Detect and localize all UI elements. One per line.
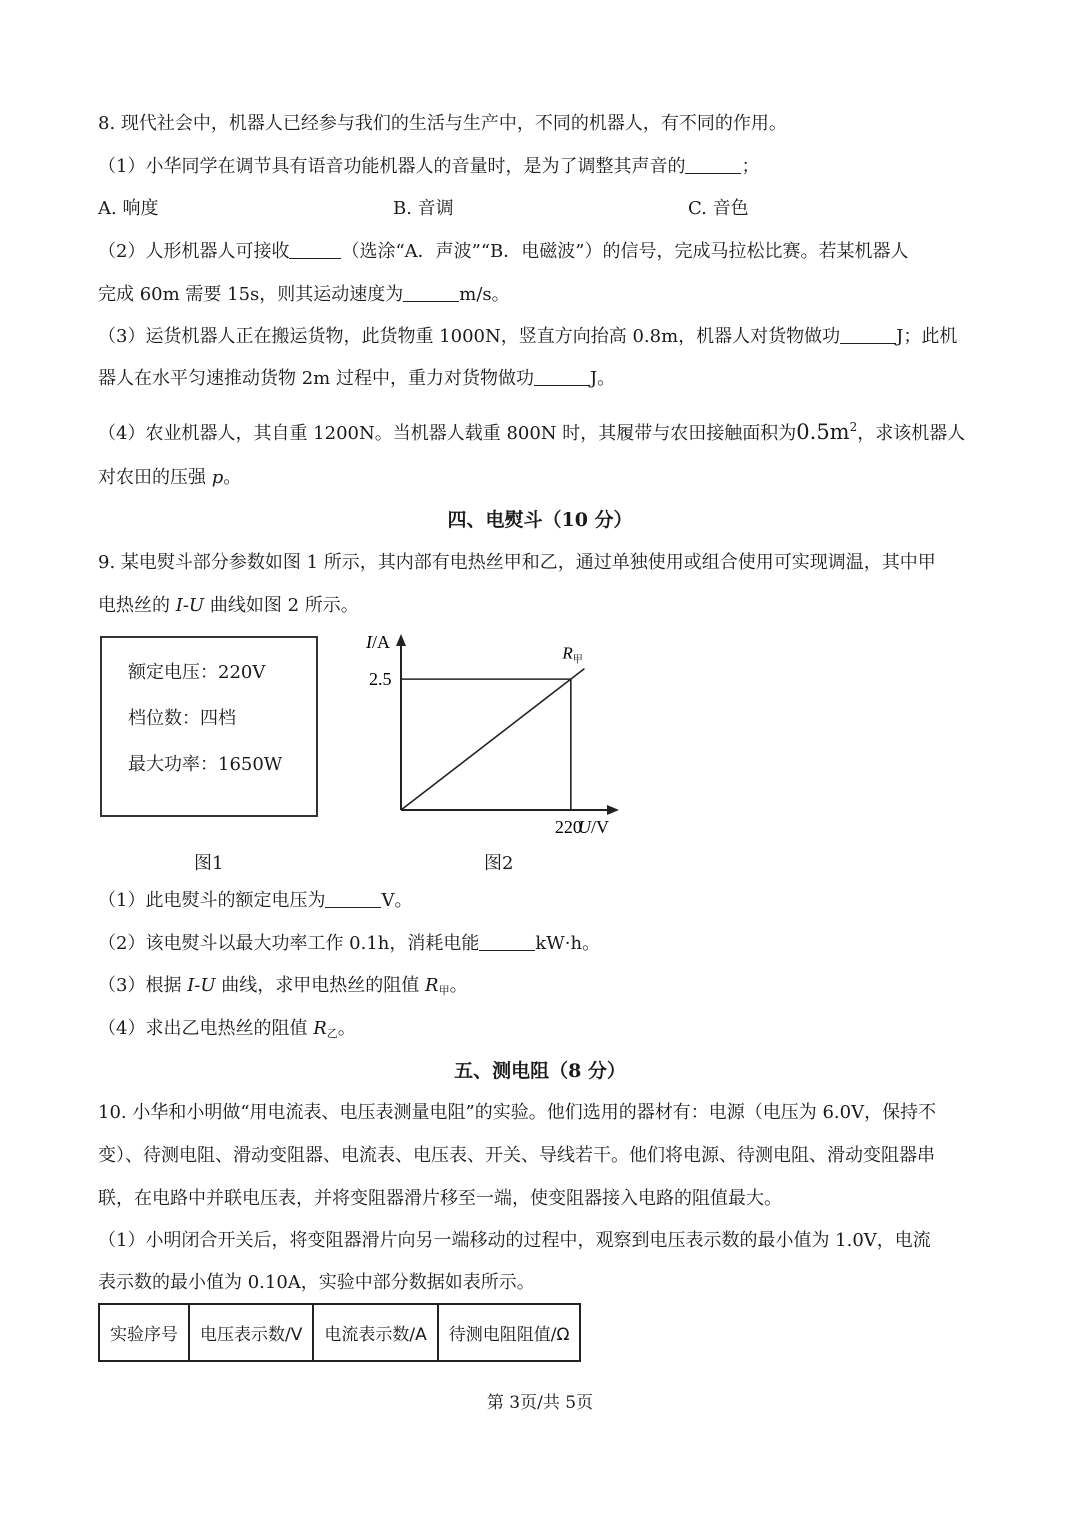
x-axis-label: U/V [578, 817, 609, 837]
x-tick-label: 220 [554, 817, 582, 837]
area-value-main: 0.5m [796, 420, 850, 444]
answer-blank[interactable] [479, 932, 535, 951]
answer-blank[interactable] [534, 367, 590, 386]
q9-intro-line1: 9. 某电熨斗部分参数如图 1 所示，其内部有电热丝甲和乙，通过单独使用或组合使用可实现调温，其中甲 [98, 552, 936, 573]
q9-part1 [98, 889, 412, 913]
q8-part2-b: （选涂“A．声波”“B．电磁波”）的信号，完成马拉松比赛。若某机器人 [341, 241, 909, 262]
answer-blank[interactable] [840, 325, 896, 344]
q9-part2-b: kW·h。 [535, 933, 601, 954]
table-header-row [99, 1304, 580, 1361]
table-header-cell: 电流表示数/A [313, 1304, 437, 1361]
q10-part1-line1: （1）小明闭合开关后，将变阻器滑片向另一端移动的过程中，观察到电压表示数的最小值为 1.0V，电流 [98, 1230, 931, 1251]
option-c: C. 音色 [688, 198, 749, 219]
q8-part2-c: 完成 60m 需要 15s，则其运动速度为 [98, 284, 404, 305]
q8-intro: 8. 现代社会中，机器人已经参与我们的生活与生产中，不同的机器人，有不同的作用。 [98, 113, 787, 134]
q9-part1-b: V。 [381, 890, 413, 911]
area-exponent: 2 [849, 420, 858, 434]
q8-part2-line2 [98, 283, 510, 307]
area-value [796, 420, 857, 444]
q8-part4-b: ，求该机器人 [857, 423, 966, 444]
q10-part1-line2: 表示数的最小值为 0.10A，实验中部分数据如表所示。 [98, 1272, 535, 1293]
q8-part3-a: （3）运货机器人正在搬运货物，此货物重 1000N，竖直方向抬高 0.8m，机器人对货物做功 [98, 326, 841, 347]
spec-rated-voltage: 额定电压：220V [128, 662, 266, 683]
answer-blank[interactable] [403, 283, 459, 302]
answer-blank[interactable] [289, 240, 341, 259]
q9-part4-b: 。 [337, 1018, 356, 1039]
q9-part4 [98, 1017, 356, 1046]
r-subscript-yi: 乙 [326, 1027, 338, 1040]
q8-part3-c: 器人在水平匀速推动货物 2m 过程中，重力对货物做功 [98, 368, 534, 389]
spec-max-power: 最大功率：1650W [128, 754, 283, 775]
x-axis-arrow [607, 805, 619, 815]
q8-part4-a: （4）农业机器人，其自重 1200N。当机器人载重 800N 时，其履带与农田接触面积为 [98, 423, 797, 444]
q9-part4-a: （4）求出乙电热丝的阻值 [98, 1018, 308, 1039]
series-label-r-jia: $R_甲$ [562, 643, 583, 666]
q8-part4-c: 对农田的压强 [98, 467, 206, 488]
q9-part3-b: 曲线，求甲电热丝的阻值 [221, 975, 420, 996]
q9-part2 [98, 932, 600, 956]
q10-intro-line2: 变）、待测电阻、滑动变阻器、电流表、电压表、开关、导线若干。他们将电源、待测电阻、滑动变阻器串 [98, 1145, 935, 1166]
y-axis-arrow [396, 634, 406, 646]
q8-part2-a: （2）人形机器人可接收 [98, 241, 290, 262]
q8-part1 [98, 155, 759, 179]
q9-part3-a: （3）根据 [98, 975, 182, 996]
q9-part3 [98, 974, 468, 1003]
q8-part3-line1 [98, 325, 957, 349]
y-axis-label: I/A [366, 632, 390, 652]
q8-part4-line2 [98, 466, 241, 490]
data-table [98, 1303, 581, 1362]
iu-symbol: I-U [187, 975, 216, 996]
series-line-r-jia [401, 669, 584, 810]
q9-intro2-a: 电热丝的 [98, 595, 170, 616]
q9-intro-line2 [98, 594, 359, 618]
q8-part4-line1 [98, 415, 965, 446]
q10-intro-line3: 联，在电路中并联电压表，并将变阻器滑片移至一端，使变阻器接入电路的阻值最大。 [98, 1188, 782, 1209]
r-symbol: R [313, 1018, 327, 1039]
r-subscript-jia: 甲 [438, 984, 450, 997]
q8-part1-end: ； [741, 156, 760, 177]
figure-2-iu-chart [340, 622, 620, 852]
q9-intro2-b: 曲线如图 2 所示。 [209, 595, 359, 616]
q8-part3-d: J。 [589, 368, 616, 389]
table-header-cell: 实验序号 [99, 1304, 189, 1361]
answer-blank[interactable] [325, 889, 381, 908]
q8-part3-line2 [98, 367, 615, 391]
figure-1-caption: 图1 [194, 853, 224, 874]
q9-part1-a: （1）此电熨斗的额定电压为 [98, 890, 326, 911]
q8-part3-b: J；此机 [896, 326, 958, 347]
q8-part2-line1 [98, 240, 909, 264]
option-b: B. 音调 [393, 198, 454, 219]
page-footer: 第 3页/共 5页 [486, 1393, 594, 1413]
table-header-cell: 待测电阻阻值/Ω [438, 1304, 581, 1361]
figure-1-spec-box [100, 636, 318, 817]
q9-part2-a: （2）该电熨斗以最大功率工作 0.1h，消耗电能 [98, 933, 480, 954]
q10-intro-line1: 10. 小华和小明做“用电流表、电压表测量电阻”的实验。他们选用的器材有：电源（电压为 6.0V，保持不 [98, 1102, 937, 1123]
r-symbol: R [425, 975, 439, 996]
pressure-symbol: p [211, 467, 224, 488]
spec-gears: 档位数：四档 [128, 708, 236, 729]
section-4-title: 四、电熨斗（10 分） [447, 509, 633, 531]
q8-part2-d: m/s。 [459, 284, 510, 305]
section-5-title: 五、测电阻（8 分） [454, 1060, 626, 1082]
q8-part1-text: （1）小华同学在调节具有语音功能机器人的音量时，是为了调整其声音的 [98, 156, 686, 177]
option-a: A. 响度 [98, 198, 159, 219]
table-header-cell: 电压表示数/V [189, 1304, 313, 1361]
answer-blank[interactable] [685, 155, 741, 174]
q9-part3-c: 。 [449, 975, 468, 996]
q8-part4-d: 。 [223, 467, 242, 488]
iu-symbol: I-U [175, 595, 205, 616]
y-tick-label: 2.5 [369, 669, 392, 690]
figure-2-caption: 图2 [484, 853, 514, 874]
